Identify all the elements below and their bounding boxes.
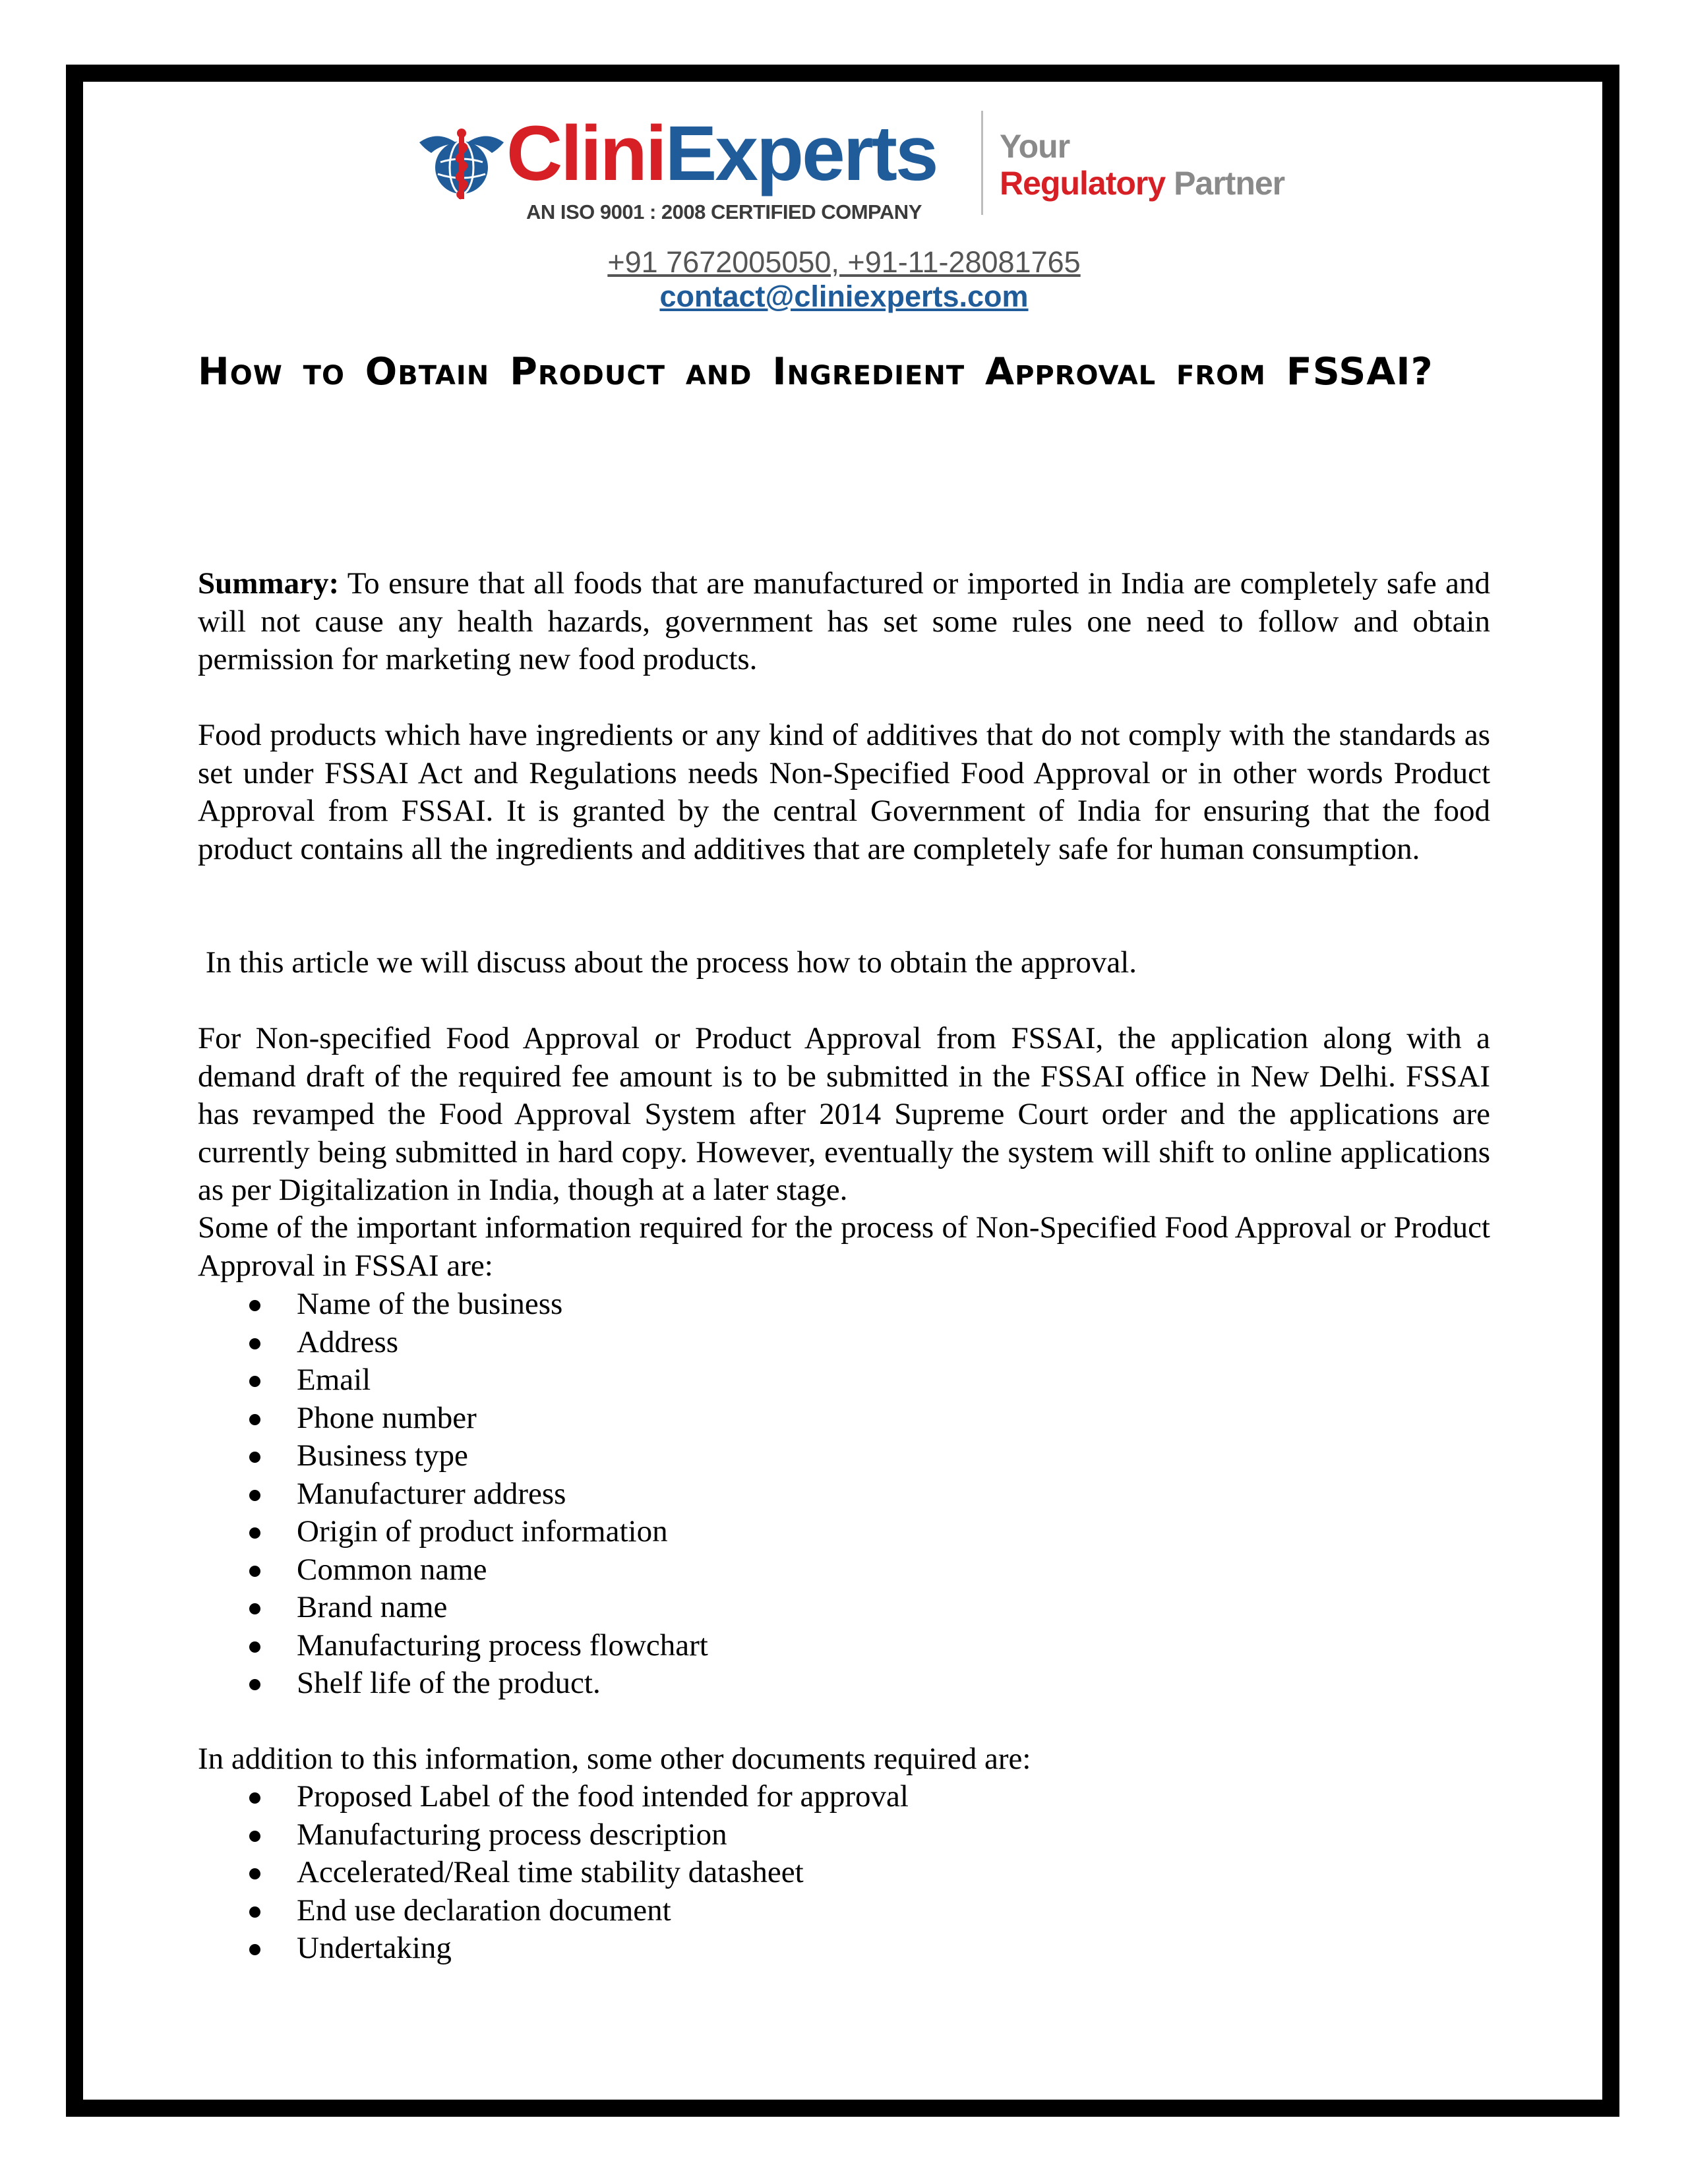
list-item: Shelf life of the product. xyxy=(198,1665,1451,1703)
email-link[interactable]: contact@cliniexperts.com xyxy=(659,280,1029,313)
list-item: Name of the business xyxy=(198,1285,1451,1324)
page-title: How to Obtain Product and Ingredient Approval from FSSAI? xyxy=(198,350,1433,394)
paragraph-application-process: For Non-specified Food Approval or Product Approval from FSSAI, the application along with a demand draft of the required fee amount is to be submitted in the FSSAI office in New Delhi. FSSAI has revamped the Food Approval System after 2014 Supreme Court order and the applications are currently being submitted in hard copy. However, eventually the system will shift to online applications as per Digitalization in India, though at a later stage. xyxy=(198,1021,1490,1207)
slogan-your: Your xyxy=(1000,128,1070,165)
bullet-icon xyxy=(249,1906,260,1918)
list-item: Brand name xyxy=(198,1589,1451,1627)
list-item: Common name xyxy=(198,1551,1451,1589)
bullet-icon xyxy=(249,1944,260,1955)
list-item: Email xyxy=(198,1361,1451,1400)
bullet-icon xyxy=(249,1300,260,1311)
bullet-icon xyxy=(249,1641,260,1653)
summary-paragraph xyxy=(198,565,1490,679)
bullet-icon xyxy=(249,1376,260,1387)
list-item: Proposed Label of the food intended for approval xyxy=(198,1778,1451,1816)
documents-required-list xyxy=(198,1778,1451,1968)
bullet-icon xyxy=(249,1868,260,1879)
list-item: Business type xyxy=(198,1437,1451,1475)
logo-divider xyxy=(981,111,983,215)
logo-tagline: AN ISO 9001 : 2008 CERTIFIED COMPANY xyxy=(526,200,922,223)
bullet-icon xyxy=(249,1792,260,1804)
slogan-partner: Partner xyxy=(1165,165,1285,202)
list-item: End use declaration document xyxy=(198,1892,1451,1930)
list-item: Manufacturer address xyxy=(198,1475,1451,1514)
phone-link[interactable]: +91 7672005050, +91-11-28081765 xyxy=(607,245,1081,279)
logo-slogan xyxy=(1000,128,1284,202)
logo-wordmark xyxy=(506,110,937,197)
list-item: Undertaking xyxy=(198,1930,1451,1968)
paragraph-intro: In this article we will discuss about the process how to obtain the approval. xyxy=(198,945,1137,980)
info-required-list xyxy=(198,1285,1451,1703)
list-item: Accelerated/Real time stability datasheet xyxy=(198,1854,1451,1892)
bullet-icon xyxy=(249,1338,260,1349)
bullet-icon xyxy=(249,1490,260,1501)
caduceus-globe-icon xyxy=(415,124,508,203)
list-item: Manufacturing process flowchart xyxy=(198,1627,1451,1665)
paragraph-documents-required: In addition to this information, some other documents required are: xyxy=(198,1742,1031,1776)
bullet-icon xyxy=(249,1452,260,1463)
logo-word-clini: Clini xyxy=(506,110,665,197)
slogan-regulatory: Regulatory xyxy=(1000,165,1166,202)
bullet-icon xyxy=(249,1527,260,1539)
bullet-icon xyxy=(249,1679,260,1690)
list-item: Manufacturing process description xyxy=(198,1816,1451,1854)
bullet-icon xyxy=(249,1603,260,1614)
list-item: Phone number xyxy=(198,1400,1451,1438)
bullet-icon xyxy=(249,1566,260,1577)
summary-text: To ensure that all foods that are manufactured or imported in India are completely safe and will not cause any health hazards, government has set some rules one need to follow and obtain permission for marketing new food products. xyxy=(198,566,1490,676)
paragraph-product-approval: Food products which have ingredients or any kind of additives that do not comply with the standards as set under FSSAI Act and Regulations needs Non-Specified Food Approval or in other words Product Approval from FSSAI. It is granted by the central Government of India for ensuring that the food product contains all the ingredients and additives that are completely safe for human consumption. xyxy=(198,718,1490,866)
logo-word-experts: Experts xyxy=(665,110,937,197)
bullet-icon xyxy=(249,1414,260,1425)
bullet-icon xyxy=(249,1831,260,1842)
paragraph-info-required: Some of the important information required for the process of Non-Specified Food Approval or Product Approval in FSSAI are: xyxy=(198,1210,1490,1283)
summary-label: Summary: xyxy=(198,566,340,601)
list-item: Address xyxy=(198,1324,1451,1362)
list-item: Origin of product information xyxy=(198,1513,1451,1551)
